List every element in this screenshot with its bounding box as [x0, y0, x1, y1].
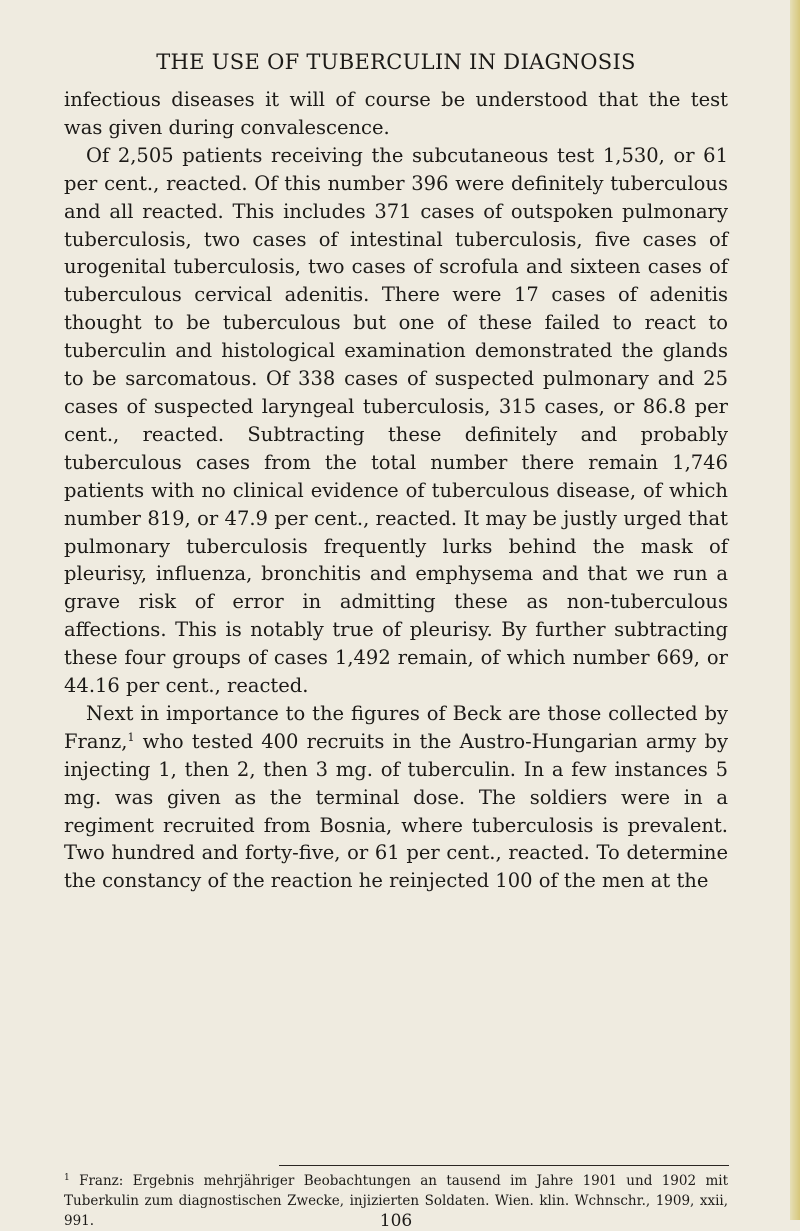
- footnote-divider: [279, 1165, 729, 1166]
- paragraph-continued: infectious diseases it will of course be understood that the test was given during convalescence.: [64, 88, 728, 139]
- paragraph-franz-text-end: who tested 400 recruits in the Austro-Hungarian army by injecting 1, then 2, then 3 mg. of tuberculin. In a few instances 5 mg. was given as the terminal dose. The soldiers were in a regiment recruited from Bosnia, where tuberculosis is prevalent. Two hundred and forty-five, or 61 per cent., reacted. To determine the constancy of the reaction he reinjected 100 of the men at the: [64, 729, 728, 893]
- footnote-mark: 1: [64, 1173, 70, 1183]
- paragraph-franz-text-start: Next in importance to the figures of Beck are those collected by Franz,: [64, 701, 728, 753]
- page-number: 106: [379, 1211, 413, 1231]
- paragraph-statistics: Of 2,505 patients receiving the subcutaneous test 1,530, or 61 per cent., reacted. Of this number 396 were definitely tuberculous and all reacted. This includes 371 cases of outspoken pulmonary tuberculosis, two cases of intestinal tuberculosis, five cases of urogenital tuberculosis, two cases of scrofula and sixteen cases of tuberculous cervical adenitis. There were 17 cases of adenitis thought to be tuberculous but one of these failed to react to tuberculin and histological examination demonstrated the glands to be sarcomatous. Of 338 cases of suspected pulmonary and 25 cases of suspected laryngeal tuberculosis, 315 cases, or 86.8 per cent., reacted. Subtracting these definitely and probably tuberculous cases from the total number there remain 1,746 patients with no clinical evidence of tuberculous disease, of which number 819, or 47.9 per cent., reacted. It may be justly urged that pulmonary tuberculosis frequently lurks behind the mask of pleurisy, influenza, bronchitis and emphysema and that we run a grave risk of error in admitting these as non-tuberculous affections. This is notably true of pleurisy. By further subtracting these four groups of cases 1,492 remain, of which number 669, or 44.16 per cent., reacted.: [64, 143, 728, 698]
- page-edge: [790, 0, 800, 1220]
- footnote-text: Franz: Ergebnis mehrjähriger Beobachtungen an tausend im Jahre 1901 und 1902 mit Tuberkulin zum diagnostischen Zwecke, injizierten Soldaten. Wien. klin. Wchnschr., 1909, xxii, 991.: [64, 1173, 728, 1229]
- paragraph-franz: [64, 700, 728, 895]
- running-header: THE USE OF TUBERCULIN IN DIAGNOSIS: [156, 50, 636, 74]
- footnote-reference[interactable]: 1: [127, 730, 135, 744]
- body-text: [64, 86, 728, 895]
